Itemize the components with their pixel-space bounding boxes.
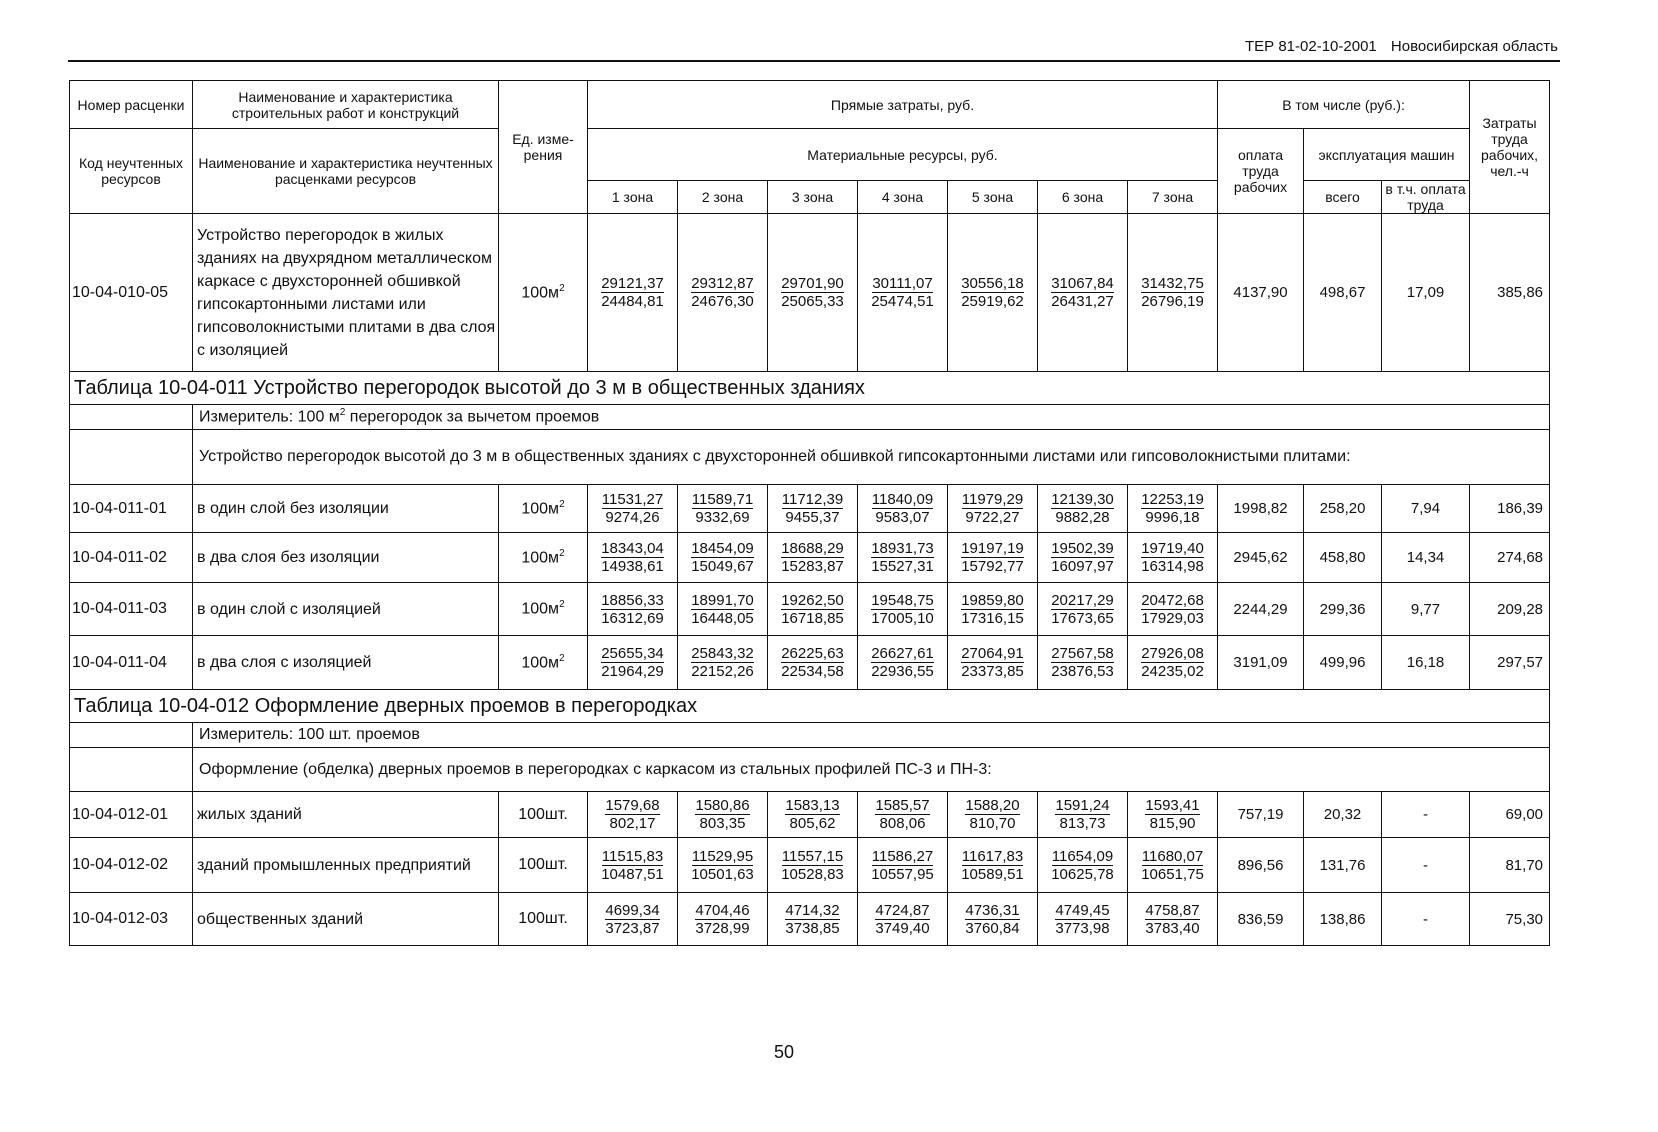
row-code: 10-04-011-04 [70, 636, 193, 690]
zone-value: 18856,33 16312,69 [588, 583, 678, 636]
row-name: зданий промышленных предприятий [193, 838, 499, 893]
zone-value: 25843,32 22152,26 [678, 636, 768, 690]
labor-cost-value: 75,30 [1470, 893, 1550, 946]
zone-value: 12253,19 9996,18 [1128, 485, 1218, 533]
labor-cost-value: 81,70 [1470, 838, 1550, 893]
zone-value: 11529,95 10501,63 [678, 838, 768, 893]
zone-value: 31067,84 26431,27 [1038, 214, 1128, 372]
zone-value: 4749,45 3773,98 [1038, 893, 1128, 946]
row-unit: 100шт. [499, 792, 588, 838]
machines-total-value: 258,20 [1304, 485, 1382, 533]
zone-5-header: 5 зона [948, 181, 1038, 214]
machines-total-value: 458,80 [1304, 533, 1382, 583]
zone-value: 29121,37 24484,81 [588, 214, 678, 372]
row-unit: $100м^2$ [499, 636, 588, 690]
labor-cost-value: 297,57 [1470, 636, 1550, 690]
zone-value: 11531,27 9274,26 [588, 485, 678, 533]
zone-value: 4704,46 3728,99 [678, 893, 768, 946]
zone-value: 4758,87 3783,40 [1128, 893, 1218, 946]
machines-labor-value: 17,09 [1382, 214, 1470, 372]
zone-value: 27926,08 24235,02 [1128, 636, 1218, 690]
row-name: жилых зданий [193, 792, 499, 838]
row-unit: $100м^2$ [499, 533, 588, 583]
row-code: 10-04-011-03 [70, 583, 193, 636]
zone-value: 11680,07 10651,75 [1128, 838, 1218, 893]
col-including: В том числе (руб.): [1218, 81, 1470, 129]
machines-labor-value: 14,34 [1382, 533, 1470, 583]
zone-value: 4736,31 3760,84 [948, 893, 1038, 946]
labor-pay-value: 2945,62 [1218, 533, 1304, 583]
table-row [70, 533, 1550, 583]
zone-value: 19262,50 16718,85 [768, 583, 858, 636]
zone-1-header: 1 зона [588, 181, 678, 214]
labor-pay-value: 836,59 [1218, 893, 1304, 946]
zone-4-header: 4 зона [858, 181, 948, 214]
row-code: 10-04-012-02 [70, 838, 193, 893]
machines-labor-value: - [1382, 893, 1470, 946]
col-machines: эксплуатация машин [1304, 129, 1470, 181]
zone-value: 18931,73 15527,31 [858, 533, 948, 583]
zone-value: 20217,29 17673,65 [1038, 583, 1128, 636]
labor-cost-value: 274,68 [1470, 533, 1550, 583]
col-direct-costs: Прямые затраты, руб. [588, 81, 1218, 129]
row-code: 10-04-012-01 [70, 792, 193, 838]
machines-total-value: 299,36 [1304, 583, 1382, 636]
zone-value: 19197,19 15792,77 [948, 533, 1038, 583]
zone-value: 26627,61 22936,55 [858, 636, 948, 690]
zone-value: 4714,32 3738,85 [768, 893, 858, 946]
machines-total-value: 499,96 [1304, 636, 1382, 690]
labor-cost-value: 385,86 [1470, 214, 1550, 372]
zone-value: 18688,29 15283,87 [768, 533, 858, 583]
price-table [69, 80, 1550, 946]
zone-value: 1593,41 815,90 [1128, 792, 1218, 838]
row-unit: $100м^2$ [499, 583, 588, 636]
col-code: Код неучтенных ресурсов [70, 129, 193, 214]
table-011-subtitle: Устройство перегородок высотой до 3 м в общественных зданиях с двухсторонней обшивкой гипсокартонными листами или гипсоволокнистыми плитами: [193, 430, 1550, 485]
col-number: Номер расценки [70, 81, 193, 129]
zone-value: 19502,39 16097,97 [1038, 533, 1128, 583]
table-row [70, 485, 1550, 533]
zone-value: 19859,80 17316,15 [948, 583, 1038, 636]
row-name: Устройство перегородок в жилых зданиях на двухрядном металлическом каркасе с двухсторонней обшивкой гипсокартонными листами или гипсоволокнистыми плитами в два слоя с изоляцией [193, 214, 499, 372]
row-name: общественных зданий [193, 893, 499, 946]
row-code: 10-04-012-03 [70, 893, 193, 946]
table-header [70, 81, 1550, 214]
zone-value: 1588,20 810,70 [948, 792, 1038, 838]
machines-labor-value: 9,77 [1382, 583, 1470, 636]
labor-pay-value: 757,19 [1218, 792, 1304, 838]
zone-value: 4699,34 3723,87 [588, 893, 678, 946]
machines-labor-value: 16,18 [1382, 636, 1470, 690]
zone-value: 27064,91 23373,85 [948, 636, 1038, 690]
zone-value: 1579,68 802,17 [588, 792, 678, 838]
zone-value: 30556,18 25919,62 [948, 214, 1038, 372]
zone-value: 11979,29 9722,27 [948, 485, 1038, 533]
zone-value: 19719,40 16314,98 [1128, 533, 1218, 583]
table-row [70, 893, 1550, 946]
page-number: 50 [773, 1042, 795, 1062]
machines-total-value: 20,32 [1304, 792, 1382, 838]
zone-value: 1585,57 808,06 [858, 792, 948, 838]
zone-value: 11617,83 10589,51 [948, 838, 1038, 893]
labor-cost-value: 186,39 [1470, 485, 1550, 533]
labor-pay-value: 2244,29 [1218, 583, 1304, 636]
row-unit: 100шт. [499, 893, 588, 946]
table-row [70, 214, 1550, 372]
zone-value: 11589,71 9332,69 [678, 485, 768, 533]
zone-value: 1591,24 813,73 [1038, 792, 1128, 838]
zone-value: 30111,07 25474,51 [858, 214, 948, 372]
zone-value: 11840,09 9583,07 [858, 485, 948, 533]
zone-value: 12139,30 9882,28 [1038, 485, 1128, 533]
zone-value: 31432,75 26796,19 [1128, 214, 1218, 372]
labor-pay-value: 4137,90 [1218, 214, 1304, 372]
zone-7-header: 7 зона [1128, 181, 1218, 214]
col-name: Наименование и характеристика строительных работ и конструкций [193, 81, 499, 129]
table-title-row [70, 372, 1550, 405]
page-header [68, 38, 1560, 62]
zone-6-header: 6 зона [1038, 181, 1128, 214]
zone-value: 27567,58 23876,53 [1038, 636, 1128, 690]
row-name: в один слой с изоляцией [193, 583, 499, 636]
machines-total-value: 498,67 [1304, 214, 1382, 372]
region-name: Новосибирская область [1390, 38, 1558, 55]
table-row [70, 792, 1550, 838]
col-material-resources: Материальные ресурсы, руб. [588, 129, 1218, 181]
zone-value: 26225,63 22534,58 [768, 636, 858, 690]
labor-pay-value: 1998,82 [1218, 485, 1304, 533]
zone-value: 18454,09 15049,67 [678, 533, 768, 583]
zone-value: 18343,04 14938,61 [588, 533, 678, 583]
table-body [70, 214, 1550, 946]
labor-cost-value: 209,28 [1470, 583, 1550, 636]
zone-value: 11515,83 10487,51 [588, 838, 678, 893]
zone-value: 29312,87 24676,30 [678, 214, 768, 372]
row-name: в два слоя без изоляции [193, 533, 499, 583]
zone-value: 11557,15 10528,83 [768, 838, 858, 893]
col-name2: Наименование и характеристика неучтенных расценками ресурсов [193, 129, 499, 214]
machines-labor-value: - [1382, 838, 1470, 893]
row-name: в один слой без изоляции [193, 485, 499, 533]
table-title-row [70, 690, 1550, 723]
zone-2-header: 2 зона [678, 181, 768, 214]
table-011-measure: Измеритель: 100 $м^2$ перегородок за вычетом проемов [193, 405, 1550, 430]
zone-value: 1583,13 805,62 [768, 792, 858, 838]
document-code: ТЕР 81-02-10-2001 [1245, 38, 1377, 55]
zone-value: 29701,90 25065,33 [768, 214, 858, 372]
row-name: в два слоя с изоляцией [193, 636, 499, 690]
zone-value: 11586,27 10557,95 [858, 838, 948, 893]
row-code: 10-04-010-05 [70, 214, 193, 372]
zone-value: 25655,34 21964,29 [588, 636, 678, 690]
machines-labor-value: 7,94 [1382, 485, 1470, 533]
labor-pay-value: 3191,09 [1218, 636, 1304, 690]
zone-value: 1580,86 803,35 [678, 792, 768, 838]
row-code: 10-04-011-02 [70, 533, 193, 583]
col-machines-total: всего [1304, 181, 1382, 214]
machines-total-value: 131,76 [1304, 838, 1382, 893]
labor-cost-value: 69,00 [1470, 792, 1550, 838]
col-labor-cost: Затраты труда рабочих, чел.-ч [1470, 81, 1550, 214]
row-unit: $100м^2$ [499, 485, 588, 533]
col-unit: Ед. изме-рения [499, 81, 588, 214]
row-code: 10-04-011-01 [70, 485, 193, 533]
zone-value: 11654,09 10625,78 [1038, 838, 1128, 893]
zone-value: 18991,70 16448,05 [678, 583, 768, 636]
zone-value: 11712,39 9455,37 [768, 485, 858, 533]
table-012-subtitle: Оформление (обделка) дверных проемов в перегородках с каркасом из стальных профилей ПС-3 и ПН-3: [193, 748, 1550, 792]
table-011-title: Таблица 10-04-011 Устройство перегородок высотой до 3 м в общественных зданиях [70, 372, 1550, 405]
table-row [70, 636, 1550, 690]
labor-pay-value: 896,56 [1218, 838, 1304, 893]
table-row [70, 583, 1550, 636]
table-row [70, 838, 1550, 893]
zone-value: 20472,68 17929,03 [1128, 583, 1218, 636]
row-unit: 100шт. [499, 838, 588, 893]
machines-labor-value: - [1382, 792, 1470, 838]
zone-value: 19548,75 17005,10 [858, 583, 948, 636]
table-012-title: Таблица 10-04-012 Оформление дверных проемов в перегородках [70, 690, 1550, 723]
table-012-measure: Измеритель: 100 шт. проемов [193, 723, 1550, 748]
machines-total-value: 138,86 [1304, 893, 1382, 946]
col-labor-pay: оплата труда рабочих [1218, 129, 1304, 214]
row-unit: $100м^2$ [499, 214, 588, 372]
zone-3-header: 3 зона [768, 181, 858, 214]
zone-value: 4724,87 3749,40 [858, 893, 948, 946]
col-machines-labor: в т.ч. оплата труда [1382, 181, 1470, 214]
